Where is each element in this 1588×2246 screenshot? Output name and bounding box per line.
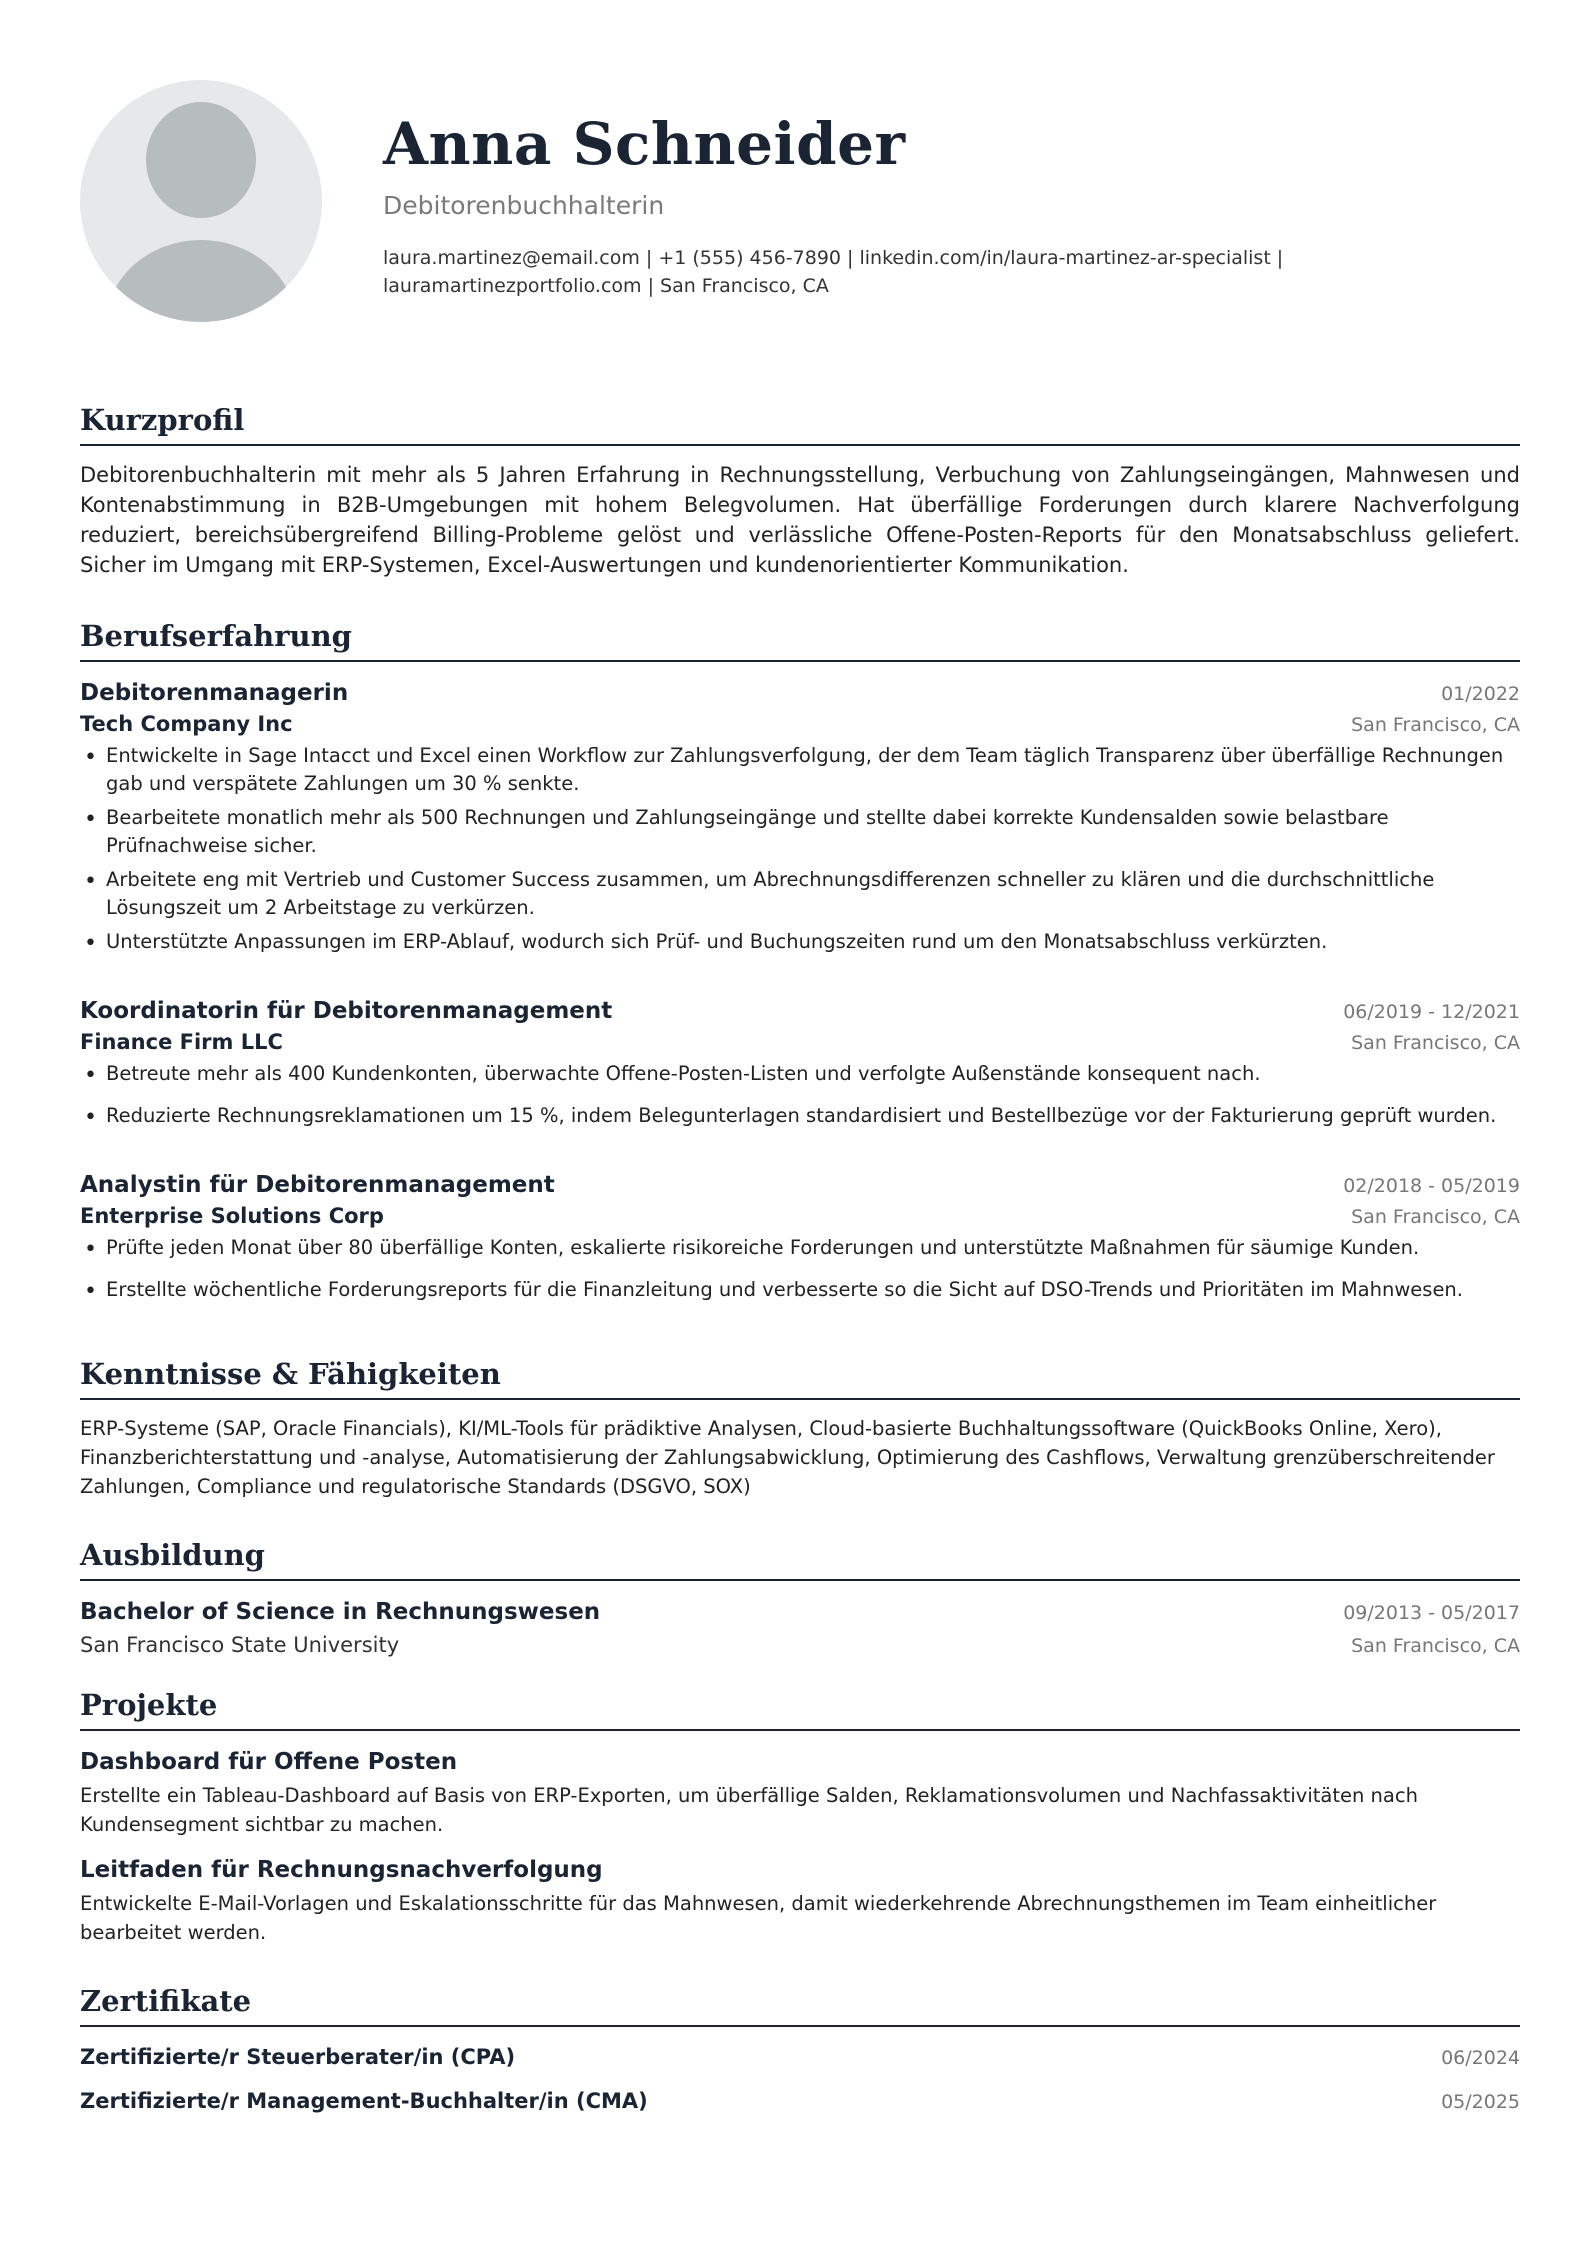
certificates-section [80,1981,1520,2113]
summary-section [80,400,1520,580]
job-location: San Francisco, CA [1351,714,1520,736]
job-date: 06/2019 - 12/2021 [1343,1001,1520,1023]
job-title: Koordinatorin für Debitorenmanagement [80,998,613,1024]
avatar [80,80,322,322]
section-title-experience: Berufserfahrung [80,616,1520,662]
certificate-name: Zertifizierte/r Steuerberater/in (CPA) [80,2045,516,2069]
school-name: San Francisco State University [80,1633,400,1657]
job-entry [80,680,1520,956]
project-title: Leitfaden für Rechnungsnachverfolgung [80,1857,603,1883]
bullet-item: • Unterstützte Anpassungen im ERP-Ablauf, wodurch sich Prüf- und Buchungszeiten rund um den Monatsabschluss verkürzten. [80,928,1520,956]
education-section [80,1535,1520,1657]
candidate-name: Anna Schneider [383,110,906,178]
job-date: 01/2022 [1441,683,1520,705]
job-entry [80,998,1520,1130]
certificate-item [80,2089,1520,2113]
bullet-item: • Betreute mehr als 400 Kundenkonten, überwachte Offene-Posten-Listen und verfolgte Außenstände konsequent nach. [80,1060,1520,1088]
job-title: Analystin für Debitorenmanagement [80,1172,555,1198]
bullet-item: • Entwickelte in Sage Intacct und Excel einen Workflow zur Zahlungsverfolgung, der dem Team täglich Transparenz über überfällige Rechnungen gab und verspätete Zahlungen um 30 % senkte. [80,742,1520,798]
job-bullets [80,742,1520,956]
company-name: Enterprise Solutions Corp [80,1204,384,1228]
project-title: Dashboard für Offene Posten [80,1749,458,1775]
bullet-item: • Erstellte wöchentliche Forderungsreports für die Finanzleitung und verbesserte so die Sicht auf DSO-Trends und Prioritäten im Mahnwesen. [80,1276,1520,1304]
skills-text: ERP-Systeme (SAP, Oracle Financials), KI/ML-Tools für prädiktive Analysen, Cloud-basierte Buchhaltungssoftware (QuickBooks Online, Xero), Finanzberichterstattung und -analyse, Automatisierung der Zahlungsabwicklung, Optimierung des Cashflows, Verwaltung grenzüberschreitender Zahlungen, Compliance und regulatorische Standards (DSGVO, SOX) [80,1417,1495,1498]
job-bullets [80,1060,1520,1130]
section-title-projects: Projekte [80,1685,1520,1731]
bullet-item: • Prüfte jeden Monat über 80 überfällige Konten, eskalierte risikoreiche Forderungen und unterstützte Maßnahmen für säumige Kunden. [80,1234,1520,1262]
job-location: San Francisco, CA [1351,1206,1520,1228]
section-title-summary: Kurzprofil [80,400,1520,446]
certificate-item [80,2045,1520,2069]
job-title: Debitorenmanagerin [80,680,349,706]
resume-body [80,400,1520,2113]
section-title-skills: Kenntnisse & Fähigkeiten [80,1354,1520,1400]
bullet-item: • Bearbeitete monatlich mehr als 500 Rechnungen und Zahlungseingänge und stellte dabei korrekte Kundensalden sowie belastbare Prüfnachweise sicher. [80,804,1520,860]
certificate-date: 05/2025 [1441,2091,1520,2113]
degree-title: Bachelor of Science in Rechnungswesen [80,1599,601,1625]
summary-text: Debitorenbuchhalterin mit mehr als 5 Jahren Erfahrung in Rechnungsstellung, Verbuchung von Zahlungseingängen, Mahnwesen und Kontenabstimmung in B2B-Umgebungen mit hohem Belegvolumen. Hat überfällige Forderungen durch klarere Nachverfolgung reduziert, bereichsübergreifend Billing-Probleme gelöst und verlässliche Offene-Posten-Reports für den Monatsabschluss geliefert. Sicher im Umgang mit ERP-Systemen, Excel-Auswertungen und kundenorientierter Kommunikation. [80,463,1520,577]
education-date: 09/2013 - 05/2017 [1343,1602,1520,1624]
company-name: Tech Company Inc [80,712,293,736]
experience-section [80,616,1520,1304]
contact-line-1: laura.martinez@email.com | +1 (555) 456-7890 | linkedin.com/in/laura-martinez-ar-specialist | [383,247,1284,269]
job-location: San Francisco, CA [1351,1032,1520,1054]
project-description: Entwickelte E-Mail-Vorlagen und Eskalationsschritte für das Mahnwesen, damit wiederkehrende Abrechnungsthemen im Team einheitlicher bearbeitet werden. [80,1892,1437,1944]
job-entry [80,1172,1520,1304]
section-title-education: Ausbildung [80,1535,1520,1581]
bullet-item: • Reduzierte Rechnungsreklamationen um 15 %, indem Belegunterlagen standardisiert und Bestellbezüge vor der Fakturierung geprüft wurden. [80,1102,1520,1130]
contact-line-2: lauramartinezportfolio.com | San Francisco, CA [383,275,829,297]
company-name: Finance Firm LLC [80,1030,283,1054]
job-date: 02/2018 - 05/2019 [1343,1175,1520,1197]
section-title-certificates: Zertifikate [80,1981,1520,2027]
contact-info [383,244,1343,300]
education-location: San Francisco, CA [1351,1635,1520,1657]
job-bullets [80,1234,1520,1304]
project-description: Erstellte ein Tableau-Dashboard auf Basis von ERP-Exporten, um überfällige Salden, Reklamationsvolumen und Nachfassaktivitäten nach Kundensegment sichtbar zu machen. [80,1784,1418,1836]
certificate-name: Zertifizierte/r Management-Buchhalter/in (CMA) [80,2089,648,2113]
job-headline: Debitorenbuchhalterin [383,191,665,220]
bullet-item: • Arbeitete eng mit Vertrieb und Customer Success zusammen, um Abrechnungsdifferenzen schneller zu klären und die durchschnittliche Lösungszeit um 2 Arbeitstage zu verkürzen. [80,866,1520,922]
certificate-date: 06/2024 [1441,2047,1520,2069]
skills-section [80,1354,1520,1501]
projects-section [80,1685,1520,1947]
